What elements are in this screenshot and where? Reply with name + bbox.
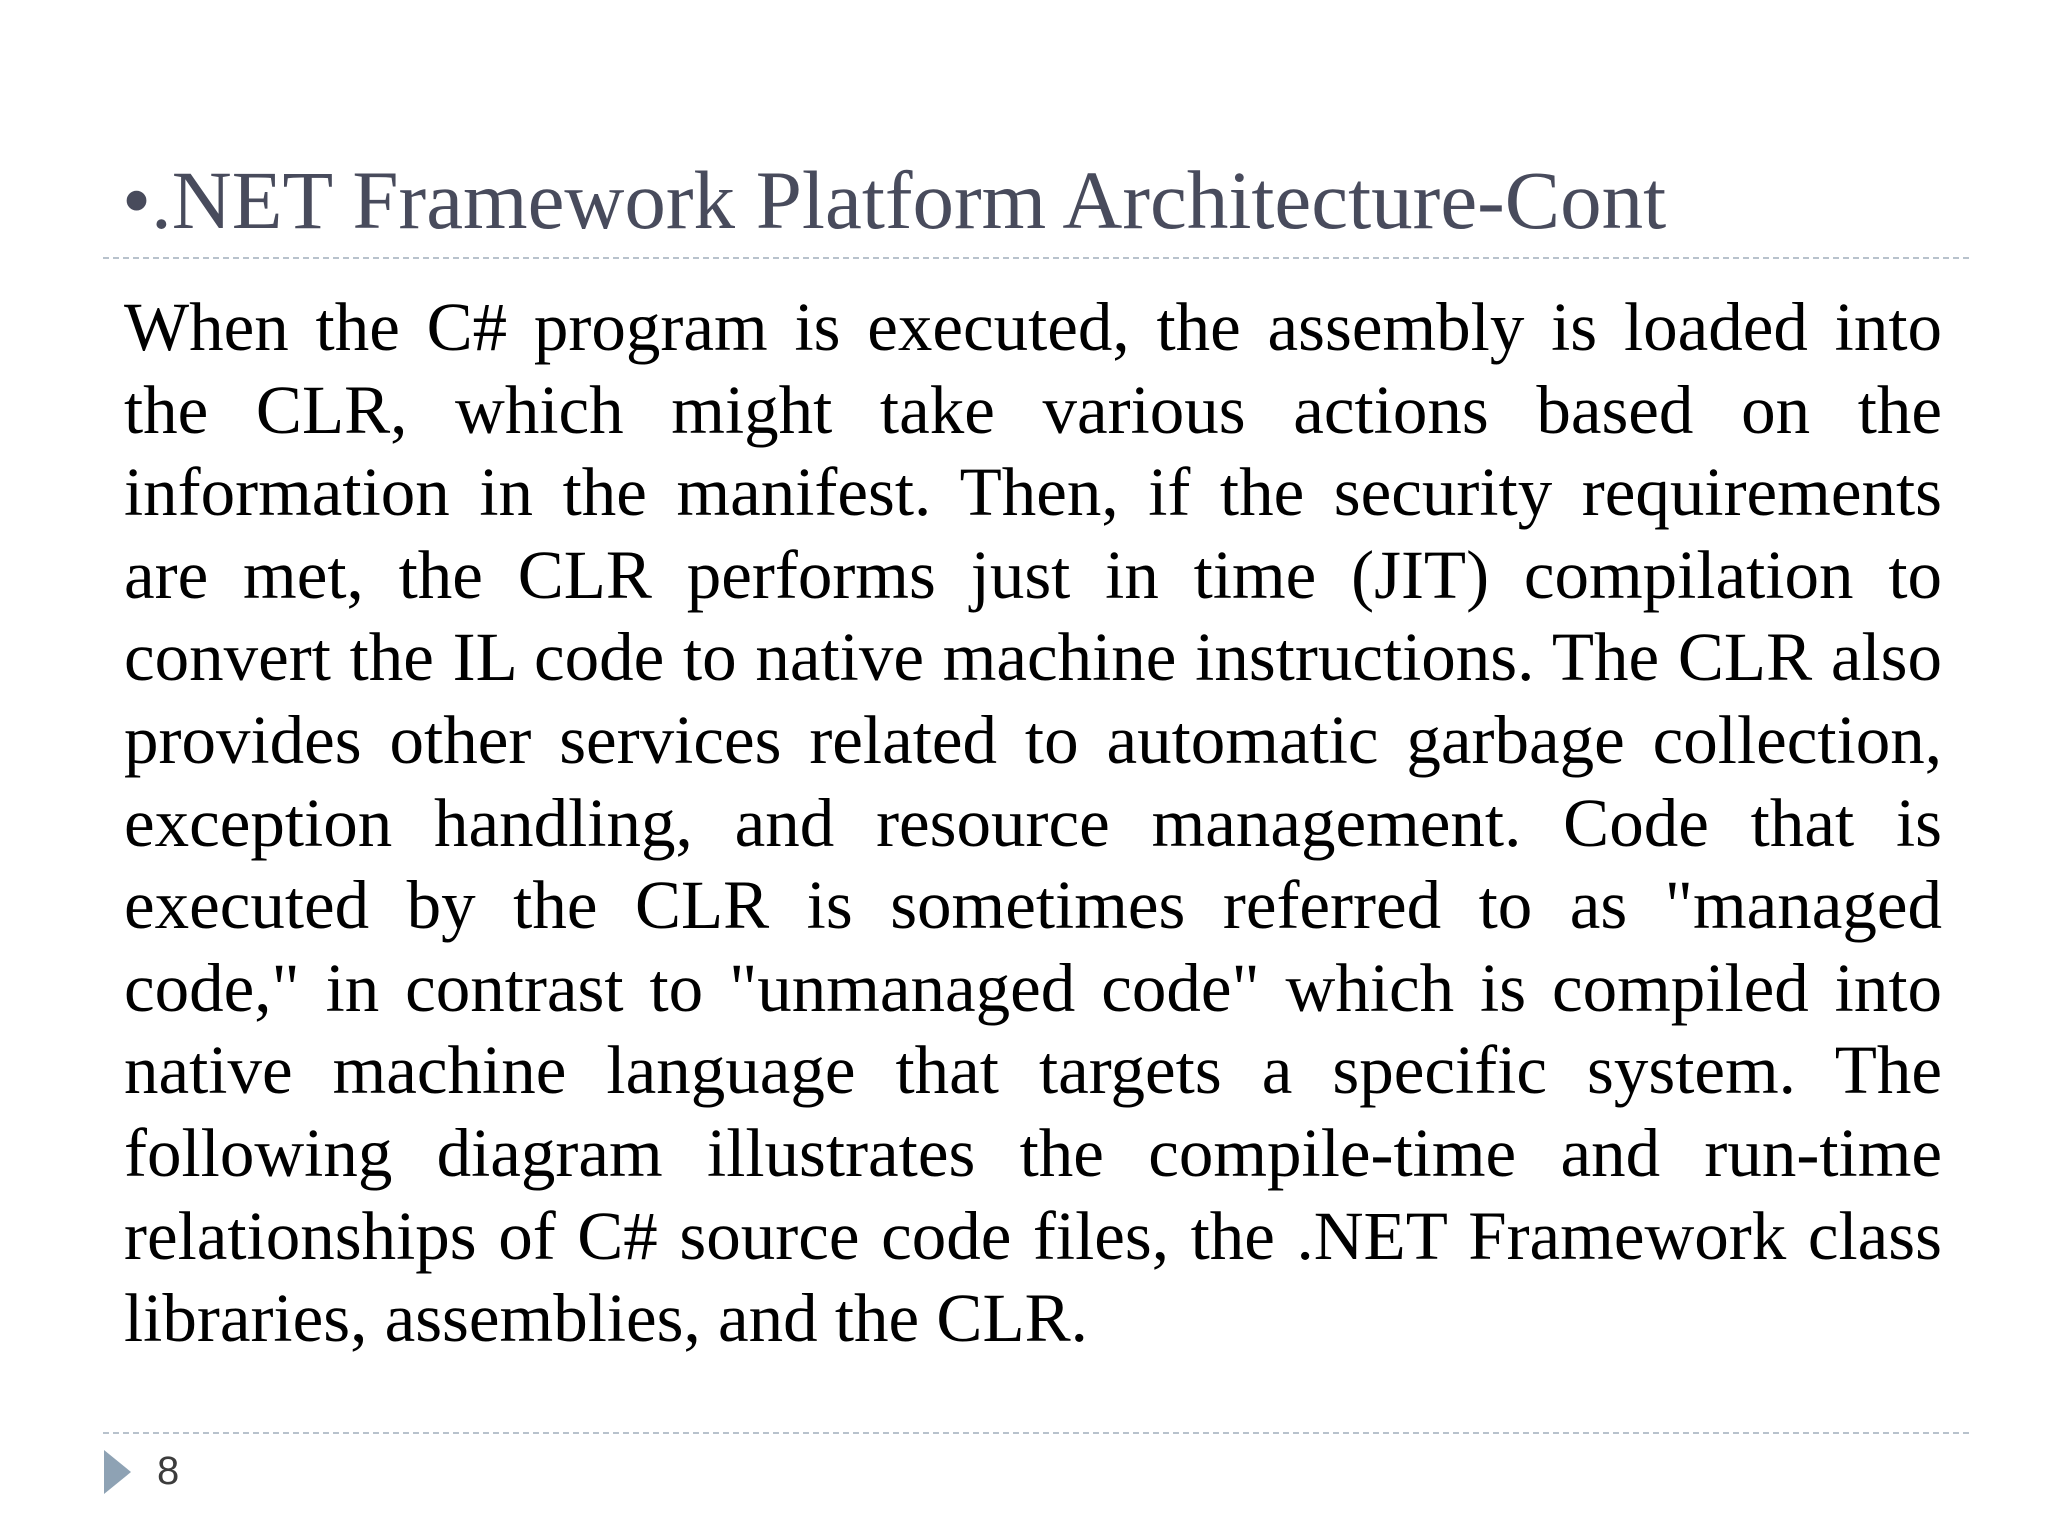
title-divider	[103, 257, 1969, 259]
slide-title: •.NET Framework Platform Architecture-Cont	[122, 154, 1667, 246]
slide-body-text: When the C# program is executed, the assembly is loaded into the CLR, which might take various actions based on the information in the manifest. Then, if the security requirements are met, the CLR performs just in time (JIT) compilation to convert the IL code to native machine instructions. The CLR also provides other services related to automatic garbage collection, exception handling, and resource management. Code that is executed by the CLR is sometimes referred to as "managed code," in contrast to "unmanaged code" which is compiled into native machine language that targets a specific system. The following diagram illustrates the compile-time and run-time relationships of C# source code files, the .NET Framework class libraries, assemblies, and the CLR.	[124, 289, 1942, 1357]
page-number: 8	[157, 1449, 180, 1493]
triangle-right-icon	[104, 1450, 131, 1494]
footer-divider	[103, 1432, 1969, 1434]
